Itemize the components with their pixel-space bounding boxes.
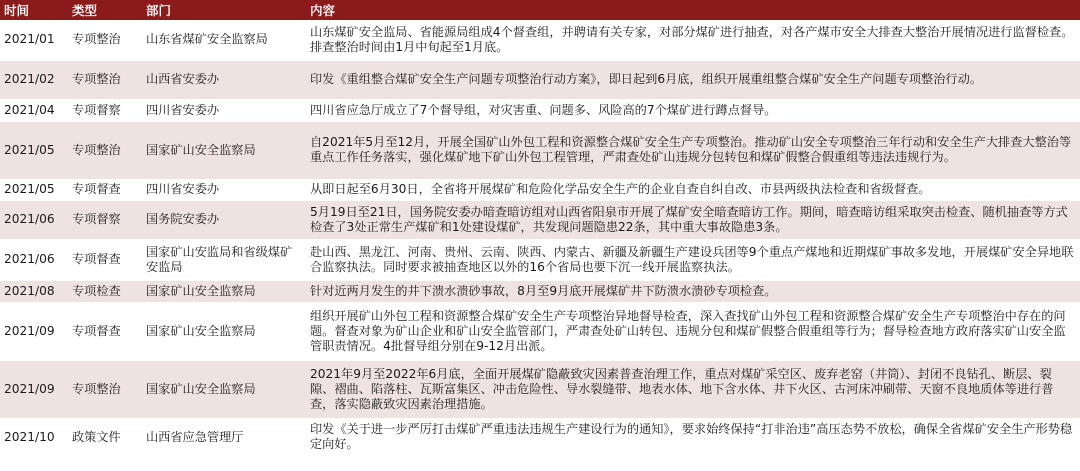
table-row [0, 239, 1080, 280]
cell-content: 针对近两月发生的井下溃水溃砂事故，8月至9月底开展煤矿井下防溃水溃砂专项检查。 [306, 280, 1080, 302]
cell-dept: 国家矿山安监局和省级煤矿安监局 [142, 239, 306, 280]
cell-dept: 四川省安委办 [142, 179, 306, 200]
cell-time: 2021/06 [0, 239, 68, 280]
cell-dept: 国家矿山安全监察局 [142, 121, 306, 179]
cell-type: 专项整治 [68, 20, 142, 60]
cell-time: 2021/04 [0, 99, 68, 121]
table-row [0, 280, 1080, 302]
table-row [0, 60, 1080, 99]
cell-time: 2021/09 [0, 302, 68, 360]
table-row [0, 99, 1080, 121]
table-header-row [0, 0, 1080, 20]
cell-dept: 国务院安委办 [142, 200, 306, 239]
cell-dept: 山西省安委办 [142, 60, 306, 99]
table-row [0, 200, 1080, 239]
table-row [0, 121, 1080, 179]
table-row [0, 20, 1080, 60]
table-row [0, 302, 1080, 360]
cell-time: 2021/09 [0, 360, 68, 418]
cell-content: 自2021年5月至12月，开展全国矿山外包工程和资源整合煤矿安全生产专项整治。推动矿山安全专项整治三年行动和安全生产大排查大整治等重点工作任务落实，强化煤矿地下矿山外包工程管理，严肃查处矿山违规分包转包和煤矿假整合假重组等违法违规行为。 [306, 121, 1080, 179]
cell-type: 专项整治 [68, 360, 142, 418]
cell-type: 专项督察 [68, 200, 142, 239]
table-row [0, 360, 1080, 418]
cell-content: 印发《重组整合煤矿安全生产问题专项整治行动方案》，即日起到6月底，组织开展重组整合煤矿安全生产问题专项整治行动。 [306, 60, 1080, 99]
cell-time: 2021/05 [0, 179, 68, 200]
cell-type: 专项整治 [68, 60, 142, 99]
cell-type: 专项检查 [68, 280, 142, 302]
cell-type: 专项督察 [68, 99, 142, 121]
header-department: 部门 [142, 0, 306, 20]
cell-time: 2021/10 [0, 418, 68, 456]
cell-content: 组织开展矿山外包工程和资源整合煤矿安全生产专项整治异地督导检查，深入查找矿山外包工程和资源整合煤矿安全生产专项整治中存在的问题。督查对象为矿山企业和矿山安全监管部门，严肃查处矿山转包、违规分包和煤矿假整合假重组等行为；督导检查地方政府落实矿山安全监管职责情况。4批督导组分别在9-12月出派。 [306, 302, 1080, 360]
cell-dept: 山西省应急管理厅 [142, 418, 306, 456]
cell-type: 专项督查 [68, 179, 142, 200]
cell-dept: 山东省煤矿安全监察局 [142, 20, 306, 60]
cell-dept: 国家矿山安全监察局 [142, 360, 306, 418]
table-row [0, 179, 1080, 200]
cell-content: 从即日起至6月30日，全省将开展煤矿和危险化学品安全生产的企业自查自纠自改、市县两级执法检查和省级督查。 [306, 179, 1080, 200]
cell-type: 政策文件 [68, 418, 142, 456]
header-type: 类型 [68, 0, 142, 20]
cell-dept: 国家矿山安全监察局 [142, 302, 306, 360]
cell-content: 四川省应急厅成立了7个督导组，对灾害重、问题多、风险高的7个煤矿进行蹲点督导。 [306, 99, 1080, 121]
cell-time: 2021/05 [0, 121, 68, 179]
cell-time: 2021/01 [0, 20, 68, 60]
cell-dept: 国家矿山安全监察局 [142, 280, 306, 302]
cell-type: 专项整治 [68, 121, 142, 179]
cell-dept: 四川省安委办 [142, 99, 306, 121]
cell-time: 2021/06 [0, 200, 68, 239]
cell-content: 赴山西、黑龙江、河南、贵州、云南、陕西、内蒙古、新疆及新疆生产建设兵团等9个重点产煤地和近期煤矿事故多发地，开展煤矿安全异地联合监察执法。同时要求被抽查地区以外的16个省局也要下沉一线开展监察执法。 [306, 239, 1080, 280]
header-content: 内容 [306, 0, 1080, 20]
table-row [0, 418, 1080, 456]
cell-type: 专项督查 [68, 302, 142, 360]
cell-time: 2021/02 [0, 60, 68, 99]
cell-content: 2021年9月至2022年6月底，全面开展煤矿隐蔽致灾因素普查治理工作，重点对煤矿采空区、废弃老窑（井筒）、封闭不良钻孔、断层、裂隙、褶曲、陷落柱、瓦斯富集区、冲击危险性、导水裂缝带、地表水体、地下含水体、井下火区、古河床冲刷带、天窗不良地质体等进行普查，落实隐蔽致灾因素治理措施。 [306, 360, 1080, 418]
cell-content: 山东煤矿安全监局、省能源局组成4个督查组，并聘请有关专家，对部分煤矿进行抽查，对各产煤市安全大排查大整治开展情况进行监督检查。排查整治时间由1月中旬起至1月底。 [306, 20, 1080, 60]
cell-time: 2021/08 [0, 280, 68, 302]
header-time: 时间 [0, 0, 68, 20]
cell-type: 专项督查 [68, 239, 142, 280]
cell-content: 5月19日至21日，国务院安委办暗查暗访组对山西省阳泉市开展了煤矿安全暗查暗访工作。期间，暗查暗访组采取突击检查、随机抽查等方式检查了3处正常生产煤矿和1处建设煤矿，共发现问题隐患22条，其中重大事故隐患3条。 [306, 200, 1080, 239]
cell-content: 印发《关于进一步严厉打击煤矿严重违法违规生产建设行为的通知》，要求始终保持“打非治违”高压态势不放松，确保全省煤矿安全生产形势稳定向好。 [306, 418, 1080, 456]
